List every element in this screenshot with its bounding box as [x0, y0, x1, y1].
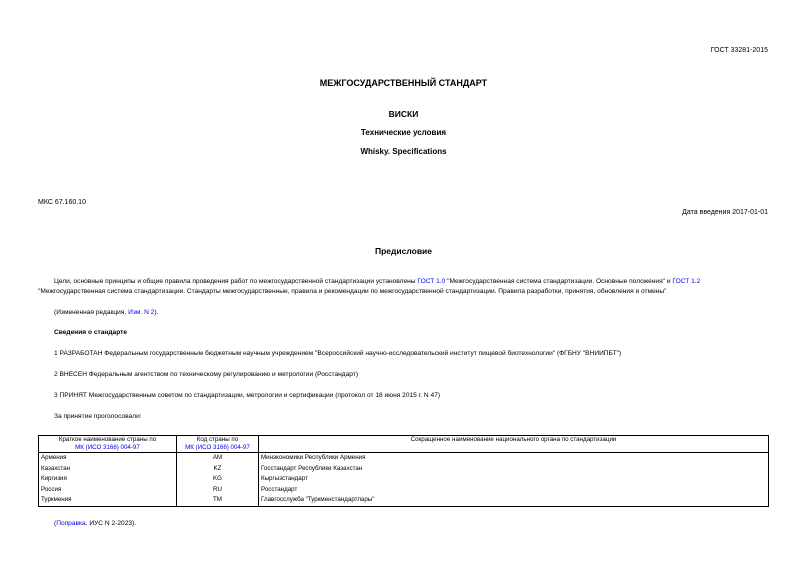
code-cell: AM [177, 453, 259, 464]
header-text: Краткое наименование страны по [58, 436, 157, 443]
edit-note [54, 309, 158, 316]
header-country [39, 436, 177, 453]
paragraph-text: Цели, основные принципы и общие правила проведения работ по межгосударственной стандартизации установлены [54, 278, 418, 285]
subtitle-en: Whisky. Specifications [360, 147, 447, 156]
table-row [39, 464, 769, 475]
code-cell: TM [177, 495, 259, 506]
correction-text: . ИУС N 2-2023). [85, 520, 137, 527]
header-text: Код страны по [196, 436, 239, 443]
info-item-developed: 1 РАЗРАБОТАН Федеральным государственным бюджетным научным учреждением "Всероссийский научно-исследовательский институт пищевой биотехнологии" (ФГБНУ "ВНИИПБТ") [54, 350, 622, 357]
country-cell: Туркмения [39, 495, 177, 506]
voting-table [38, 435, 769, 507]
paragraph-text: "Межгосударственная система стандартизации. Основные положения" и [445, 278, 673, 285]
body-cell: Главгосслужба "Туркменстандартлары" [259, 495, 769, 506]
table-row [39, 495, 769, 506]
correction-note [54, 520, 136, 527]
code-cell: RU [177, 485, 259, 496]
info-item-submitted: 2 ВНЕСЕН Федеральным агентством по техническому регулированию и метрологии (Росстандарт) [54, 371, 359, 378]
voted-label: За принятие проголосовали: [54, 413, 142, 420]
gost-1-0-link[interactable]: ГОСТ 1.0 [417, 278, 446, 285]
country-cell: Казахстан [39, 464, 177, 475]
preface-heading: Предисловие [374, 246, 433, 256]
info-item-adopted: 3 ПРИНЯТ Межгосударственным советом по стандартизации, метрологии и сертификации (протокол от 18 июня 2015 г. N 47) [54, 392, 441, 399]
gost-1-2-link[interactable]: ГОСТ 1.2 [672, 278, 701, 285]
standard-info-heading: Сведения о стандарте [54, 329, 128, 336]
header-code [177, 436, 259, 453]
correction-link[interactable]: Поправка [56, 520, 86, 527]
header-body: Сокращенное наименование национального органа по стандартизации [259, 436, 769, 453]
body-cell: Кыргызстандарт [259, 474, 769, 485]
document-code: ГОСТ 33281-2015 [710, 47, 768, 54]
table-row [39, 474, 769, 485]
intro-date: Дата введения 2017-01-01 [682, 209, 768, 216]
correction-text: ( [54, 520, 57, 527]
body-cell: Росстандарт [259, 485, 769, 496]
body-cell: Госстандарт Республики Казахстан [259, 464, 769, 475]
table-row [39, 453, 769, 464]
edit-note-text: ). [154, 309, 159, 316]
mk-iso-link[interactable]: МК (ИСО 3166) 004-97 [75, 444, 140, 451]
country-cell: Россия [39, 485, 177, 496]
amendment-2-link[interactable]: Изм. N 2 [128, 309, 155, 316]
mk-iso-link[interactable]: МК (ИСО 3166) 004-97 [185, 444, 250, 451]
table-header-row [39, 436, 769, 453]
code-cell: KG [177, 474, 259, 485]
mks-code: МКС 67.160.10 [38, 199, 86, 206]
table-row [39, 485, 769, 496]
edit-note-text: (Измененная редакция, [54, 309, 129, 316]
country-cell: Армения [39, 453, 177, 464]
paragraph-text: "Межгосударственная система стандартизации. Стандарты межгосударственные, правила и рекомендации по межгосударственной стандартизации. Правила разработки, принятия, обновления и отмены" [38, 288, 667, 295]
preface-paragraph [38, 277, 769, 297]
document-title: ВИСКИ [388, 109, 419, 119]
country-cell: Киргизия [39, 474, 177, 485]
standard-heading: МЕЖГОСУДАРСТВЕННЫЙ СТАНДАРТ [319, 78, 488, 88]
body-cell: Минэкономики Республики Армения [259, 453, 769, 464]
subtitle-ru: Технические условия [360, 128, 447, 137]
code-cell: KZ [177, 464, 259, 475]
